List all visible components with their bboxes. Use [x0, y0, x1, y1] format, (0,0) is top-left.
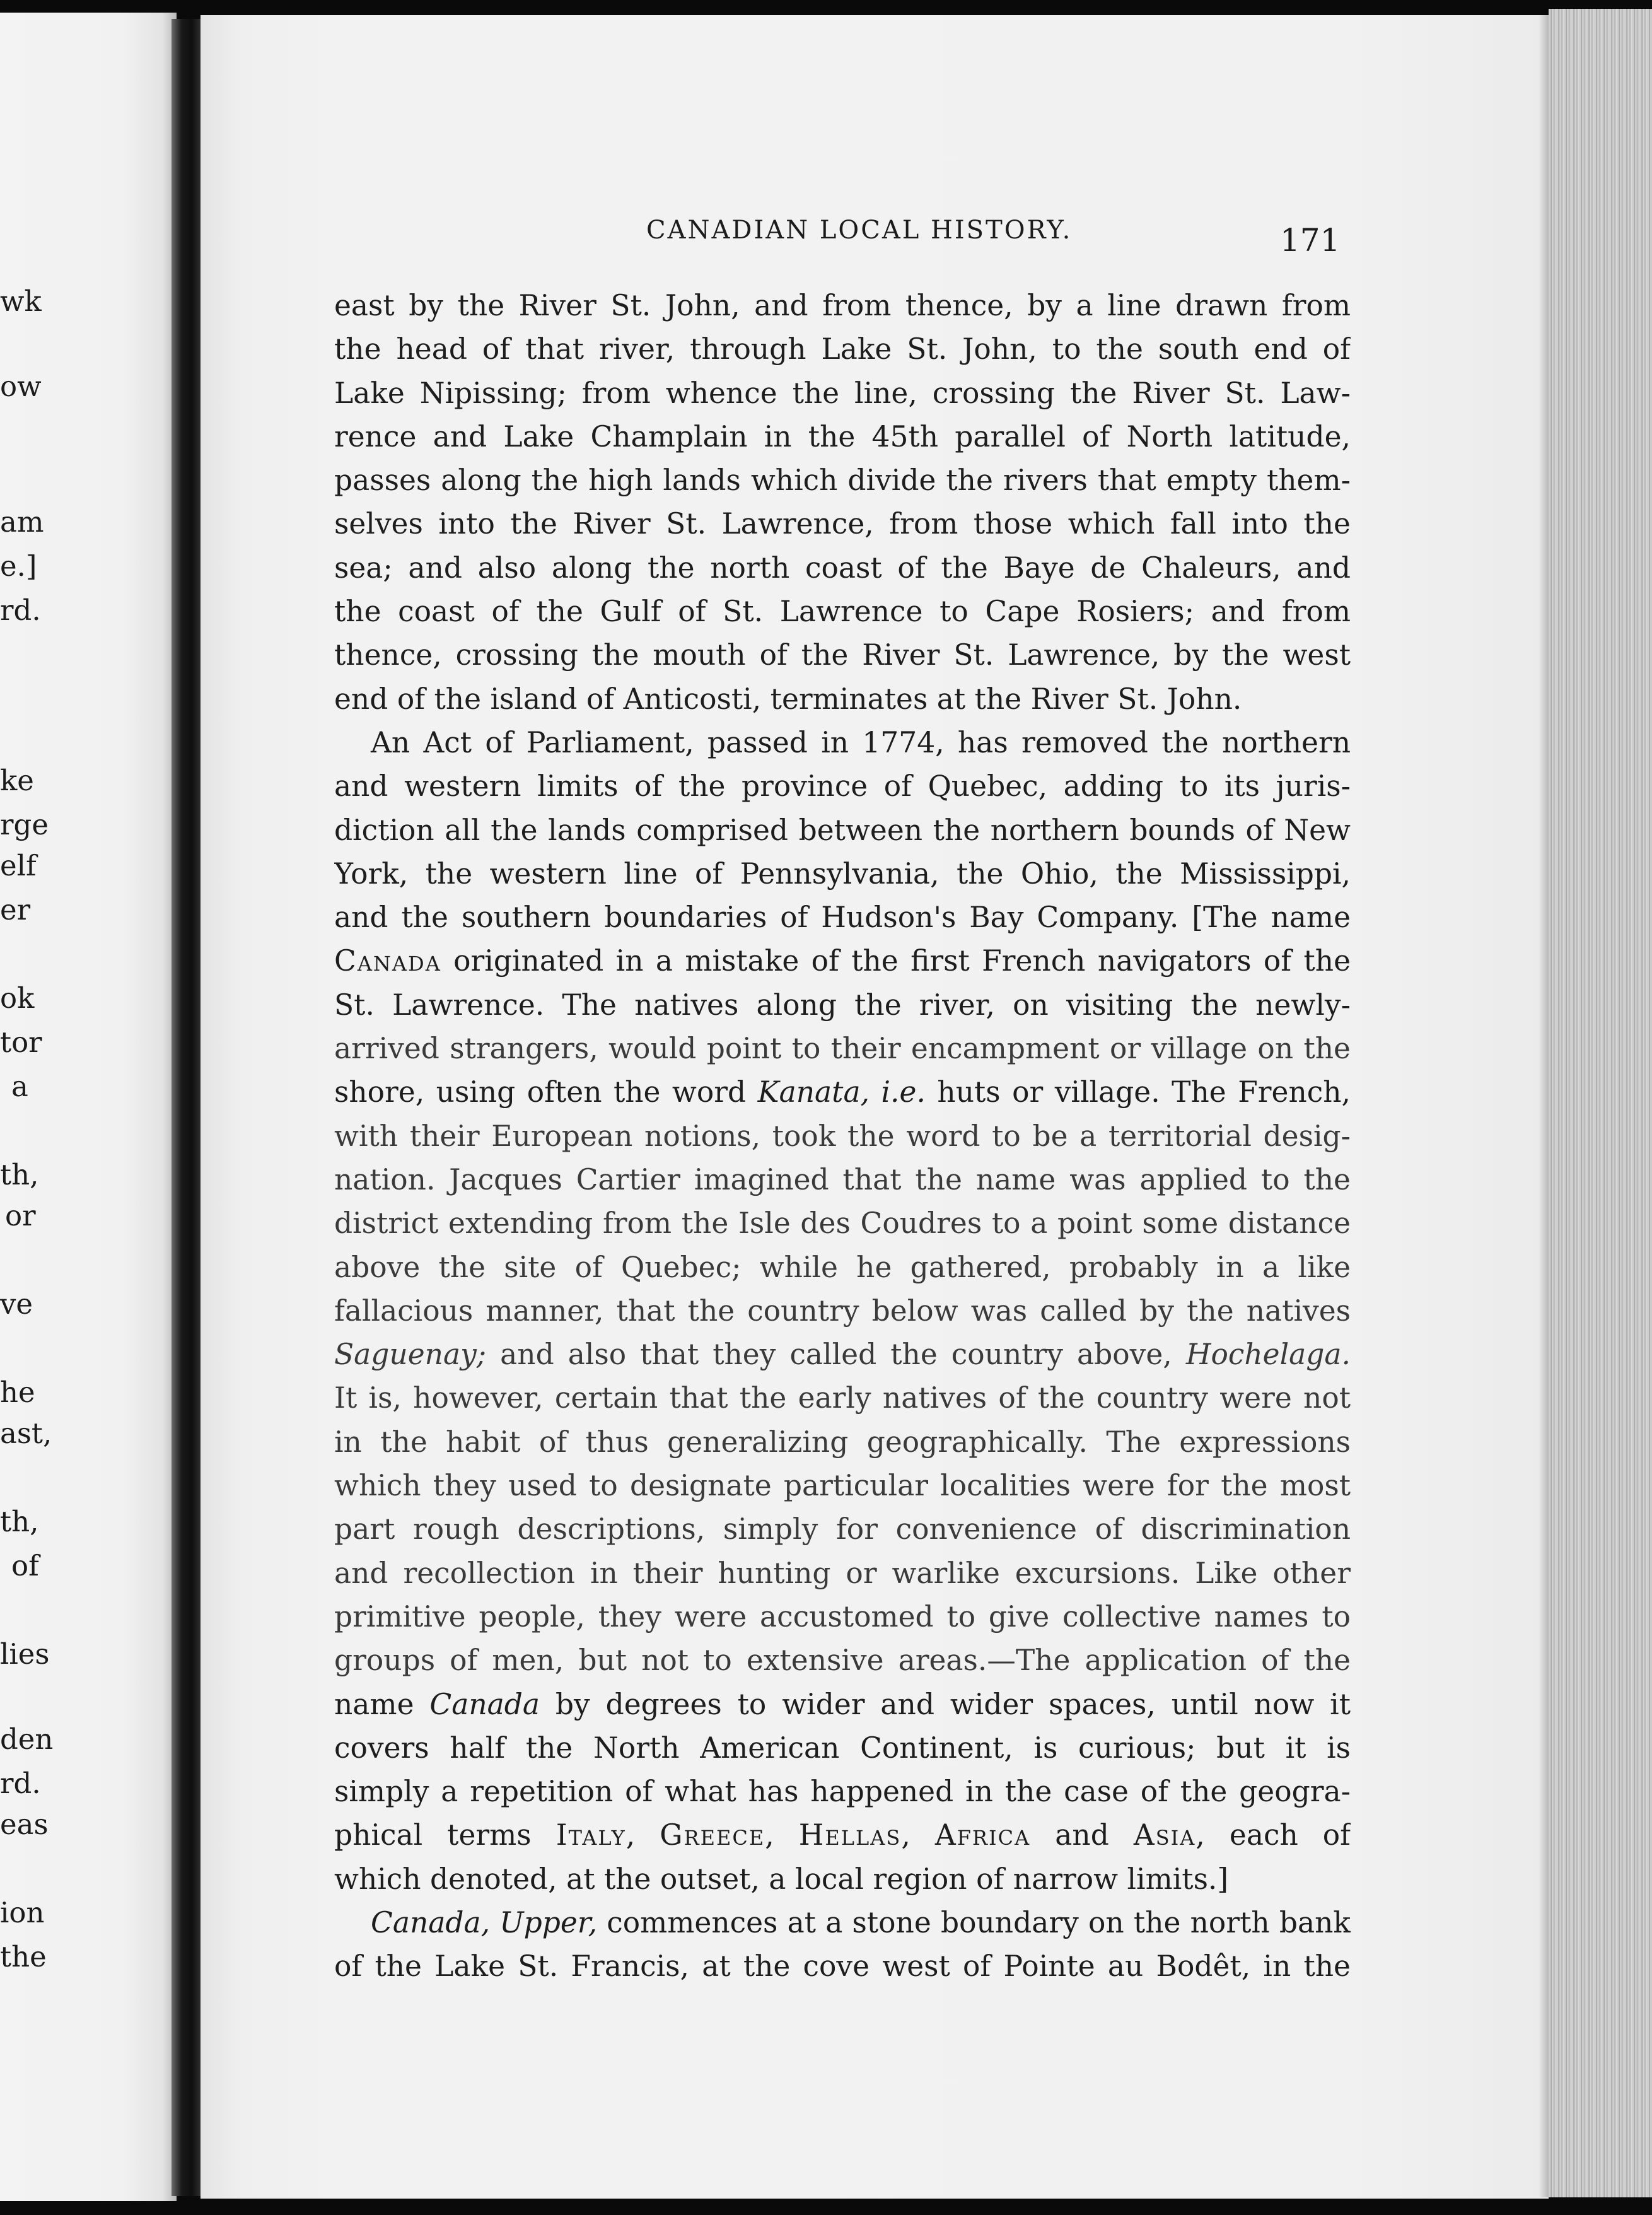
left-fragment: th,	[0, 1505, 39, 1538]
left-fragment: elf	[0, 849, 37, 882]
text-run: ,	[901, 1818, 935, 1852]
small-caps-word: Greece	[660, 1818, 765, 1852]
italic-run: Canada, Upper,	[371, 1905, 598, 1939]
left-fragment: rge	[0, 808, 49, 841]
left-fragment: ok	[0, 981, 35, 1015]
left-fragment: den	[0, 1722, 54, 1756]
left-fragment: or	[5, 1199, 36, 1232]
text-line	[334, 1070, 1351, 1114]
text-line: which denoted, at the outset, a local region of narrow limits.]	[334, 1862, 1229, 1896]
left-fragment: ke	[0, 764, 34, 797]
left-fragment: rd.	[0, 1767, 41, 1800]
text-run: commences at a stone boundary on the north bank	[597, 1905, 1351, 1939]
text-line	[334, 939, 1351, 983]
small-caps-word: Italy	[556, 1818, 626, 1852]
left-fragment: tor	[0, 1026, 42, 1059]
text-line: above the site of Quebec; while he gathered, probably in a like	[334, 1250, 1351, 1284]
text-line: with their European notions, took the word to be a territorial desig-	[334, 1119, 1351, 1153]
left-fragment: er	[0, 893, 31, 926]
text-line: selves into the River St. Lawrence, from those which fall into the	[334, 507, 1351, 541]
text-line: York, the western line of Pennsylvania, the Ohio, the Mississippi,	[334, 856, 1351, 891]
text-line: district extending from the Isle des Coudres to a point some distance	[334, 1207, 1351, 1241]
text-line: St. Lawrence. The natives along the river, on visiting the newly-	[334, 988, 1351, 1022]
left-fragment: a	[11, 1070, 28, 1103]
left-fragment: of	[11, 1549, 39, 1582]
small-caps-word: Canada	[334, 944, 441, 978]
left-fragment: th,	[0, 1158, 39, 1191]
text-line: sea; and also along the north coast of the Baye de Chaleurs, and	[334, 551, 1351, 585]
text-line: nation. Jacques Cartier imagined that the name was applied to the	[334, 1162, 1351, 1196]
text-line: the coast of the Gulf of St. Lawrence to Cape Rosiers; and from	[334, 595, 1351, 629]
italic-run: Hochelaga.	[1185, 1338, 1351, 1372]
text-run: phical terms	[334, 1818, 556, 1852]
book-gutter	[172, 19, 201, 2196]
text-line: and western limits of the province of Quebec, adding to its juris-	[334, 769, 1351, 804]
text-run: , each of	[1195, 1818, 1351, 1852]
text-line: in the habit of thus generalizing geographically. The expressions	[334, 1425, 1351, 1459]
text-line	[334, 1333, 1351, 1376]
text-run: huts or village. The French,	[925, 1075, 1351, 1109]
left-fragment: e.]	[0, 549, 37, 583]
left-fragment: ow	[0, 370, 42, 403]
text-line: and the southern boundaries of Hudson's Bay Company. [The name	[334, 901, 1351, 935]
text-line: rence and Lake Champlain in the 45th parallel of North latitude,	[334, 419, 1351, 453]
text-run: name	[334, 1687, 430, 1721]
text-line	[334, 1813, 1351, 1857]
italic-run: Canada	[429, 1687, 540, 1721]
text-line: covers half the North American Continent, is curious; but it is	[334, 1731, 1351, 1765]
text-run: and	[1030, 1818, 1134, 1852]
text-line: primitive people, they were accustomed to give collective names to	[334, 1599, 1351, 1633]
left-fragment: am	[0, 505, 44, 539]
left-fragment: ast,	[0, 1417, 52, 1450]
text-line: diction all the lands comprised between the northern bounds of New	[334, 813, 1351, 847]
small-caps-word: Hellas	[798, 1818, 902, 1852]
text-run: and also that they called the country above,	[486, 1338, 1186, 1372]
text-line: Lake Nipissing; from whence the line, crossing the River St. Law-	[334, 376, 1351, 410]
text-run: ,	[765, 1818, 799, 1852]
left-fragment: eas	[0, 1808, 49, 1841]
text-line: and recollection in their hunting or warlike excursions. Like other	[334, 1556, 1351, 1590]
running-head: CANADIAN LOCAL HISTORY.	[646, 216, 1073, 245]
text-line	[334, 1683, 1351, 1726]
body-text	[334, 284, 1351, 1989]
text-run: shore, using often the word	[334, 1075, 758, 1109]
text-line: end of the island of Anticosti, terminates at the River St. John.	[334, 682, 1242, 716]
italic-run: Saguenay;	[334, 1338, 487, 1372]
text-line: thence, crossing the mouth of the River St. Lawrence, by the west	[334, 638, 1351, 672]
page-number: 171	[1280, 222, 1341, 259]
text-line: the head of that river, through Lake St. John, to the south end of	[334, 332, 1351, 366]
left-fragment: ve	[0, 1287, 33, 1321]
left-fragment: the	[0, 1940, 47, 1973]
text-run: by degrees to wider and wider spaces, until now it	[540, 1687, 1351, 1721]
text-line: groups of men, but not to extensive areas.—The application of the	[334, 1644, 1351, 1678]
small-caps-word: Asia	[1133, 1818, 1196, 1852]
book-page-edges	[1549, 9, 1652, 2197]
left-facing-page	[0, 13, 177, 2201]
left-fragment: he	[0, 1376, 35, 1409]
text-line: It is, however, certain that the early natives of the country were not	[334, 1381, 1351, 1415]
text-line: arrived strangers, would point to their encampment or village on the	[334, 1032, 1351, 1066]
text-line: fallacious manner, that the country below was called by the natives	[334, 1294, 1351, 1328]
italic-run: Kanata, i.e.	[757, 1075, 926, 1109]
left-fragment: ion	[0, 1896, 45, 1929]
text-line: east by the River St. John, and from thence, by a line drawn from	[334, 289, 1351, 322]
text-line: An Act of Parliament, passed in 1774, has removed the northern	[371, 725, 1351, 759]
left-fragment: rd.	[0, 593, 41, 627]
text-line: which they used to designate particular localities were for the most	[334, 1469, 1351, 1503]
text-run: originated in a mistake of the first French navigators of the	[441, 944, 1351, 978]
text-line: passes along the high lands which divide the rivers that empty them-	[334, 464, 1351, 498]
left-fragment: wk	[0, 284, 42, 318]
small-caps-word: Africa	[934, 1818, 1031, 1852]
left-fragment: lies	[0, 1637, 50, 1671]
text-line: of the Lake St. Francis, at the cove west of Pointe au Bodêt, in the	[334, 1949, 1351, 1984]
text-line: part rough descriptions, simply for convenience of discrimination	[334, 1512, 1351, 1546]
text-run: ,	[625, 1818, 660, 1852]
text-line	[334, 1901, 1351, 1944]
text-line: simply a repetition of what has happened in the case of the geogra-	[334, 1775, 1351, 1809]
